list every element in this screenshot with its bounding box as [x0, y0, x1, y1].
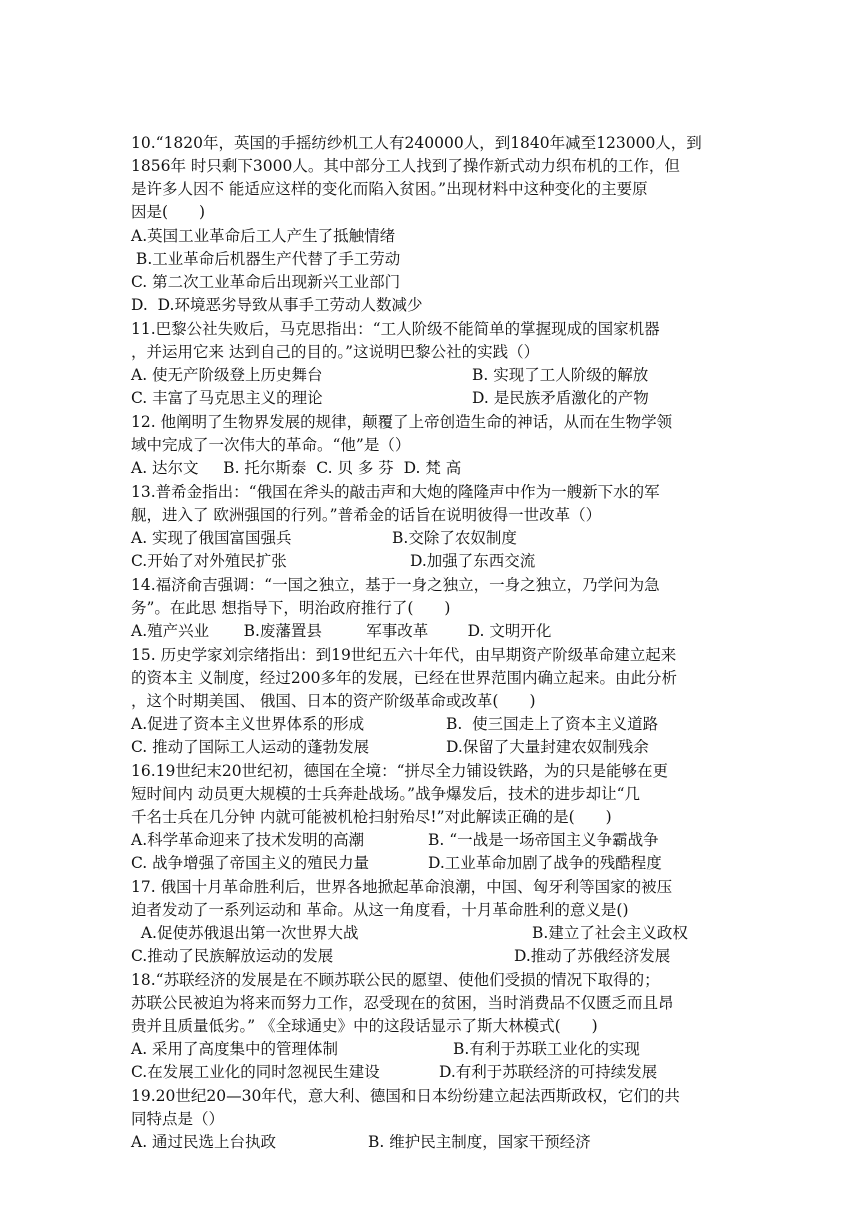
q16-option-c: C. 战争增强了帝国主义的殖民力量: [131, 854, 370, 872]
q14-line-1: 14.福济俞吉强调：“一国之独立，基于一身之独立，一身之独立，乃学问为急: [131, 576, 660, 594]
q18-option-d: D.有利于苏联经济的可持续发展: [439, 1063, 658, 1081]
q10-option-a: A.英国工业革命后工人产生了抵触情绪: [131, 227, 396, 245]
q13-option-a: A. 实现了俄国富国强兵: [131, 529, 292, 547]
q17-option-a: A.促使苏俄退出第一次世界大战: [131, 924, 359, 942]
q18-line-3: 贵并且质量低劣。” 《全球通史》中的这段话显示了斯大林模式( ): [131, 1017, 598, 1035]
q19-line-2: 同特点是（）: [131, 1110, 225, 1128]
q14-line-2: 务”。在此思 想指导下，明治政府推行了( ): [131, 599, 451, 617]
q16-option-a: A.科学革命迎来了技术发明的高潮: [131, 831, 365, 849]
q15-option-d: D.保留了大量封建农奴制残余: [446, 738, 649, 756]
q18-line-1: 18.“苏联经济的发展是在不顾苏联公民的愿望、使他们受损的情况下取得的；: [131, 971, 660, 989]
q11-option-d: D. 是民族矛盾激化的产物: [472, 389, 649, 407]
q11-option-c: C. 丰富了马克思主义的理论: [131, 389, 323, 407]
q15-option-c: C. 推动了国际工人运动的蓬勃发展: [131, 738, 370, 756]
q10-option-d: D. D.环境恶劣导致从事手工劳动人数减少: [131, 296, 423, 314]
q17-option-d: D.推动了苏俄经济发展: [514, 947, 671, 965]
q18-option-b: B.有利于苏联工业化的实现: [453, 1040, 640, 1058]
q16-line-2: 短时间内 动员更大规模的士兵奔赴战场。”战争爆发后，技术的进步却让“几: [131, 785, 641, 803]
q17-option-c: C.推动了民族解放运动的发展: [131, 947, 334, 965]
q10-line-4: 因是( ): [131, 203, 206, 221]
q11-option-b: B. 实现了工人阶级的解放: [472, 366, 649, 384]
q13-line-2: 舰，进入了 欧洲强国的行列。”普希金的话旨在说明彼得一世改革（）: [131, 506, 602, 524]
q13-option-c: C.开始了对外殖民扩张: [131, 552, 287, 570]
q18-option-c: C.在发展工业化的同时忽视民生建设: [131, 1063, 380, 1081]
q17-line-1: 17. 俄国十月革命胜利后，世界各地掀起革命浪潮，中国、匈牙利等国家的被压: [131, 878, 673, 896]
q15-line-2: 的资本主 义制度，经过200多年的发展，已经在世界范围内确立起来。由此分析: [131, 669, 678, 687]
q16-option-b: B. “一战是一场帝国主义争霸战争: [428, 831, 659, 849]
q13-option-d: D.加强了东西交流: [410, 552, 536, 570]
q15-line-3: ，这个时期美国、 俄国、日本的资产阶级革命或改革( ): [131, 692, 536, 710]
q16-line-1: 16.19世纪末20世纪初，德国在全境：“拼尽全力铺设铁路，为的只是能够在更: [131, 762, 669, 780]
q12-line-1: 12. 他阐明了生物界发展的规律，颠覆了上帝创造生命的神话，从而在生物学领: [131, 413, 673, 431]
q11-line-2: ，并运用它来 达到自己的目的。”这说明巴黎公社的实践（）: [131, 343, 540, 361]
q10-option-c: C. 第二次工业革命后出现新兴工业部门: [131, 273, 401, 291]
q18-option-a: A. 采用了高度集中的管理体制: [131, 1040, 339, 1058]
q17-option-b: B.建立了社会主义政权: [532, 924, 688, 942]
q15-line-1: 15. 历史学家刘宗绪指出：到19世纪五六十年代，由早期资产阶级革命建立起来: [131, 646, 677, 664]
q16-option-d: D.工业革命加剧了战争的残酷程度: [428, 854, 662, 872]
q10-line-3: 是许多人因不 能适应这样的变化而陷入贫困。”出现材料中这种变化的主要原: [131, 180, 648, 198]
q15-option-b: B. 使三国走上了资本主义道路: [446, 715, 659, 733]
q10-option-b: B.工业革命后机器生产代替了手工劳动: [131, 250, 401, 268]
q19-line-1: 19.20世纪20—30年代，意大利、德国和日本纷纷建立起法西斯政权，它们的共: [131, 1087, 680, 1105]
q10-line-1: 10.“1820年，英国的手摇纺纱机工人有240000人，到1840年减至123000人，到: [131, 134, 702, 152]
q11-line-1: 11.巴黎公社失败后，马克思指出：“工人阶级不能简单的掌握现成的国家机器: [131, 320, 660, 338]
q10-line-2: 1856年 时只剩下3000人。其中部分工人找到了操作新式动力织布机的工作，但: [131, 157, 680, 175]
q11-option-a: A. 使无产阶级登上历史舞台: [131, 366, 323, 384]
q13-option-b: B.交除了农奴制度: [392, 529, 517, 547]
q17-line-2: 迫者发动了一系列运动和 革命。从这一角度看，十月革命胜利的意义是(): [131, 901, 629, 919]
q15-option-a: A.促进了资本主义世界体系的形成: [131, 715, 365, 733]
q14-options: A.殖产兴业 B.废藩置县 军事改革 D. 文明开化: [131, 622, 552, 640]
q19-option-a: A. 通过民选上台执政: [131, 1133, 277, 1151]
q12-line-2: 域中完成了一次伟大的革命。“他”是（）: [131, 436, 411, 454]
q13-line-1: 13.普希金指出：“俄国在斧头的敲击声和大炮的隆隆声中作为一艘新下水的军: [131, 483, 660, 501]
q18-line-2: 苏联公民被迫为将来而努力工作，忍受现在的贫困，当时消费品不仅匮乏而且昂: [131, 994, 674, 1012]
q19-option-b: B. 维护民主制度，国家干预经济: [368, 1133, 591, 1151]
q12-options: A. 达尔文 B. 托尔斯泰 C. 贝 多 芬 D. 梵 高: [131, 459, 462, 477]
q16-line-3: 千名士兵在几分钟 内就可能被机枪扫射殆尽!”对此解读正确的是( ): [131, 808, 612, 826]
